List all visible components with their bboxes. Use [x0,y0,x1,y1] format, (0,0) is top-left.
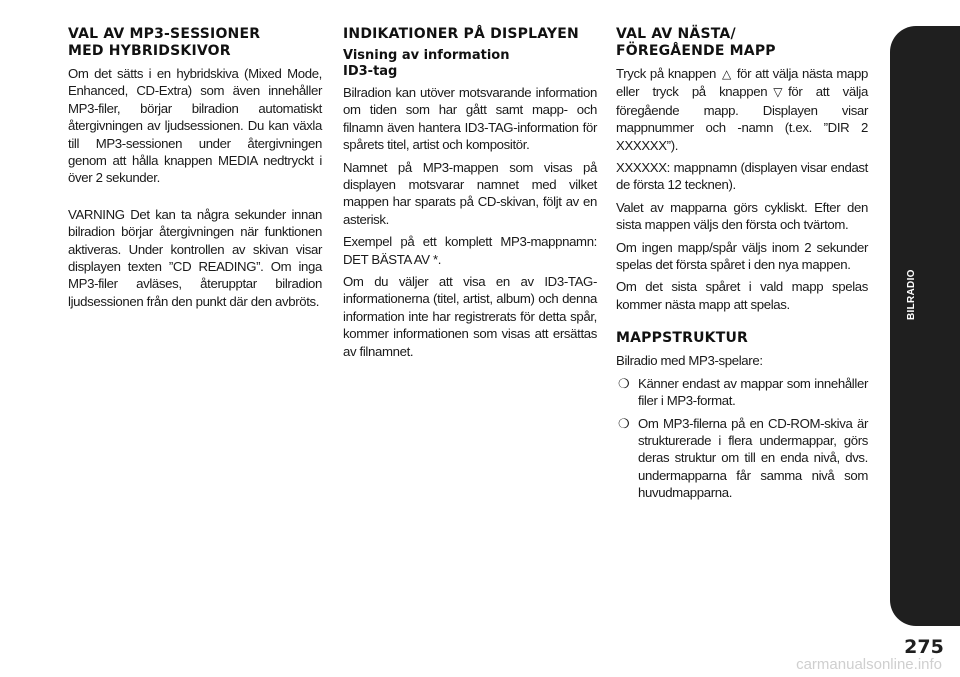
paragraph: Om du väljer att visa en av ID3-TAG-informationerna (titel, artist, album) och denna information inte har registrerats för detta spår, kommer informationen som visas att ersättas av filnamnet. [343,274,597,359]
paragraph: Exempel på ett komplett MP3-mappnamn: DET BÄSTA AV *. [343,234,597,267]
sub-heading [343,48,597,80]
bullet-list [616,375,868,502]
heading-line-1: VAL AV MP3-SESSIONER [68,26,261,42]
sub-heading-line-1: Visning av information [343,48,510,63]
chapter-label: BILRADIO [906,269,917,320]
page-number: 275 [904,636,944,658]
watermark: carmanualsonline.info [796,656,942,673]
list-item: ❍ Om MP3-filerna på en CD-ROM-skiva är strukturerade i flera undermappar, görs deras struktur om till en enda nivå, dvs. undermapparna får samma nivå som huvudmapparna. [618,415,868,501]
column-left [68,26,322,315]
heading-line-2: MED HYBRIDSKIVOR [68,43,231,59]
paragraph: Om det sätts i en hybridskiva (Mixed Mode, Enhanced, CD-Extra) som även innehåller MP3-filer, börjar bilradion automatiskt återgivningen av ljudsessionen. Du kan växla till MP3-sessionen under återgivningen genom att hålla knappen MEDIA nedtryckt i över 2 sekunder. [68,66,322,186]
section-heading [68,26,322,60]
circle-bullet-icon: ❍ [618,415,630,431]
down-triangle-icon: ▽ [773,85,783,100]
paragraph: Bilradio med MP3-spelare: [616,353,763,369]
list-item: ❍ Känner endast av mappar som innehåller filer i MP3-format. [618,375,868,409]
paragraph: XXXXXX: mappnamn (displayen visar endast de första 12 tecknen). [616,160,868,193]
section-heading: INDIKATIONER PÅ DISPLAYEN [343,26,579,42]
paragraph: Om det sista spåret i vald mapp spelas kommer nästa mapp att spelas. [616,279,868,312]
warning-paragraph: VARNING Det kan ta några sekunder innan bilradion börjar återgivningen när funktionen aktiveras. Under kontrollen av skivan visar displayen texten ”CD READING”. Om inga MP3-filer avläses, återupptar bilradion ljudsessionen från den punkt där den avbröts. [68,206,322,309]
paragraph: Bilradion kan utöver motsvarande information om tiden som har gått samt mapp- och filnamn även hantera ID3-TAG-information för spårets titel, artist och kompositör. [343,85,597,153]
column-middle [343,26,597,365]
paragraph: Namnet på MP3-mappen som visas på displayen motsvarar namnet med vilket mappen har sparats på CD-skivan, följt av en asterisk. [343,159,597,227]
section-heading [616,26,868,60]
heading-line-2: FÖREGÅENDE MAPP [616,43,776,59]
paragraph: Tryck på knappen △ för att välja nästa mapp eller tryck på knappen ▽ för att välja föregående mapp. Displayen visar mappnummer och -namn (t.ex. ”DIR 2 XXXXXX”). [616,66,868,153]
chapter-side-tab [890,26,960,626]
section-heading: MAPPSTRUKTUR [616,330,749,347]
up-triangle-icon: △ [721,67,731,81]
circle-bullet-icon: ❍ [618,375,630,391]
column-right [616,26,868,507]
paragraph: Om ingen mapp/spår väljs inom 2 sekunder spelas det första spåret i den nya mappen. [616,239,868,273]
sub-heading-line-2: ID3-tag [343,64,398,79]
heading-line-1: VAL AV NÄSTA/ [616,26,736,42]
paragraph: Valet av mapparna görs cykliskt. Efter den sista mappen väljs den första och tvärtom. [616,199,868,233]
